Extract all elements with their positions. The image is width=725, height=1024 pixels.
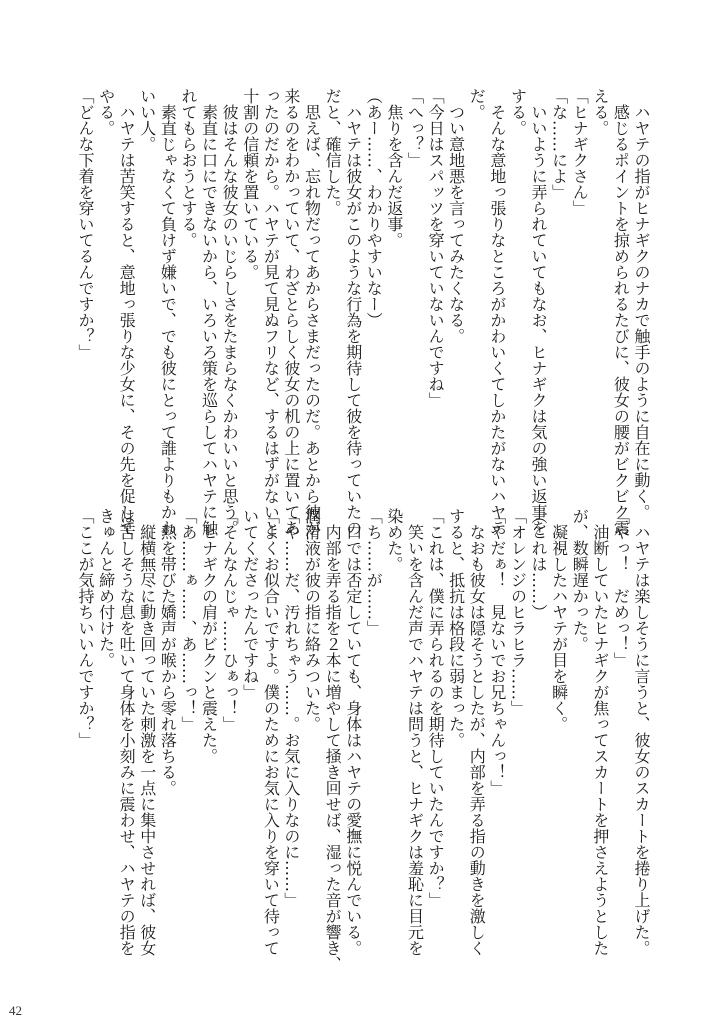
text-line: 来るのをわかっていて、わざとらしく彼女の机の上に置いてあ [281, 88, 301, 536]
text-line: ハヤテは苦笑すると、意地っ張りな少女に、その先を促して [117, 88, 137, 536]
text-line: 「あ……ぁ……、あ……っ！」 [178, 508, 198, 732]
text-line: 思えば、忘れ物だってあからさまだったのだ。あとから彼が [302, 88, 322, 536]
text-line: 凝視したハヤテが目を瞬く。 [549, 508, 569, 732]
text-line: 「ヒナギクさん」 [570, 88, 590, 216]
text-line: つい意地悪を言ってみたくなる。 [446, 88, 466, 344]
text-line: 焦りを含んだ返事。 [384, 88, 404, 248]
text-line: 「今日はスパッツを穿いていないんですね」 [426, 88, 446, 408]
text-line: 熱を帯びた嬌声が喉から零れ落ちる。 [158, 508, 178, 796]
text-line: 「オレンジのヒラヒラ……」 [508, 508, 528, 716]
text-line: ったのだから。ハヤテが見て見ぬフリなど、するはずがないと [261, 88, 281, 536]
page-number: 42 [9, 1003, 22, 1018]
text-line: える。 [590, 88, 610, 136]
text-line: ハヤテは彼女がこのような行為を期待して彼を待っていたの [343, 88, 363, 536]
text-line: 感じるポイントを掠められるたびに、彼女の腰がビクビク震 [611, 88, 631, 536]
text-line: だ。 [467, 88, 487, 120]
text-line: やる。 [96, 88, 116, 136]
text-line: 油断していたヒナギクが焦ってスカートを押さえようとした [590, 508, 610, 956]
text-line: は苦しそうな息を吐いて身体を小刻みに震わせ、ハヤテの指を [117, 508, 137, 956]
text-line: 「どんな下着を穿いてるんですか？」 [75, 88, 95, 360]
text-line: 「な……によ」 [549, 88, 569, 200]
text-line: 彼はそんな彼女のいじらしさをたまらなくかわいいと思う。 [220, 88, 240, 536]
text-line: そんな意地っ張りなところがかわいくてしかたがないハヤテ [487, 88, 507, 536]
text-line: いてくださったんですね」 [240, 508, 260, 700]
text-line: 口では否定していても、身体はハヤテの愛撫に悦んでいる。 [343, 508, 363, 956]
text-line: 「ち……が……」 [364, 508, 384, 636]
text-line: 「そんなんじゃ……ひぁっ！」 [220, 508, 240, 732]
text-line: 縦横無尽に動き回っていた刺激を一点に集中させれば、彼女 [137, 508, 157, 956]
text-line: だと、確信した。 [323, 88, 343, 216]
text-line: 素直じゃなくて負けず嫌いで、でも彼にとって誰よりもかわ [158, 88, 178, 536]
text-line: 十割の信頼を置いている。 [240, 88, 260, 280]
text-line: 「や……だ、汚れちゃう……。お気に入りなのに……」 [281, 508, 301, 908]
text-line: （あー……、わかりやすいなー） [364, 88, 384, 328]
text-line: 素直に口にできないから、いろいろ策を巡らしてハヤテに触 [199, 88, 219, 536]
text-line: ハヤテの指がヒナギクのナカで触手のように自在に動く。 [632, 88, 651, 520]
text-line: すると、抵抗は格段に弱まった。 [446, 508, 466, 748]
text-line: （これは……） [529, 508, 549, 620]
text-line: 「へっ？」 [405, 88, 425, 168]
text-line: する。 [508, 88, 528, 136]
text-line: 「ここが気持ちいいんですか？」 [75, 508, 95, 748]
text-line: 「よくお似合いですよ。僕のためにお気に入りを穿いて待って [261, 508, 281, 956]
text-block-upper [74, 88, 651, 536]
text-line: 笑いを含んだ声でハヤテは問うと、ヒナギクは羞恥に目元を [405, 508, 425, 956]
text-line: いいように弄られていてもなお、ヒナギクは気の強い返事を [529, 88, 549, 536]
text-line: いい人。 [137, 88, 157, 152]
text-line: ヒナギクの肩がビクンと震えた。 [199, 508, 219, 764]
text-line: なおも彼女は隠そうとしたが、内部を弄る指の動きを激しく [467, 508, 487, 956]
text-line: れてもらおうとする。 [178, 88, 198, 248]
text-line: 内部を弄る指を２本に増やして掻き回せば、湿った音が響き、 [323, 508, 343, 972]
text-line: 染めた。 [384, 508, 404, 572]
text-line: きゅんと締め付けた。 [96, 508, 116, 668]
text-block-lower [74, 508, 651, 972]
text-line: が、数瞬遅かった。 [570, 508, 590, 652]
text-line: 潤滑液が彼の指に絡みついた。 [302, 508, 322, 732]
text-line: 「やだぁ！ 見ないでお兄ちゃんっ！」 [487, 508, 507, 796]
text-line: 「これは、僕に弄られるのを期待していたんですか？」 [426, 508, 446, 908]
text-line: 「やっ！ だめっ！」 [611, 508, 631, 668]
text-line: ハヤテは楽しそうに言うと、彼女のスカートを捲り上げた。 [632, 508, 651, 956]
